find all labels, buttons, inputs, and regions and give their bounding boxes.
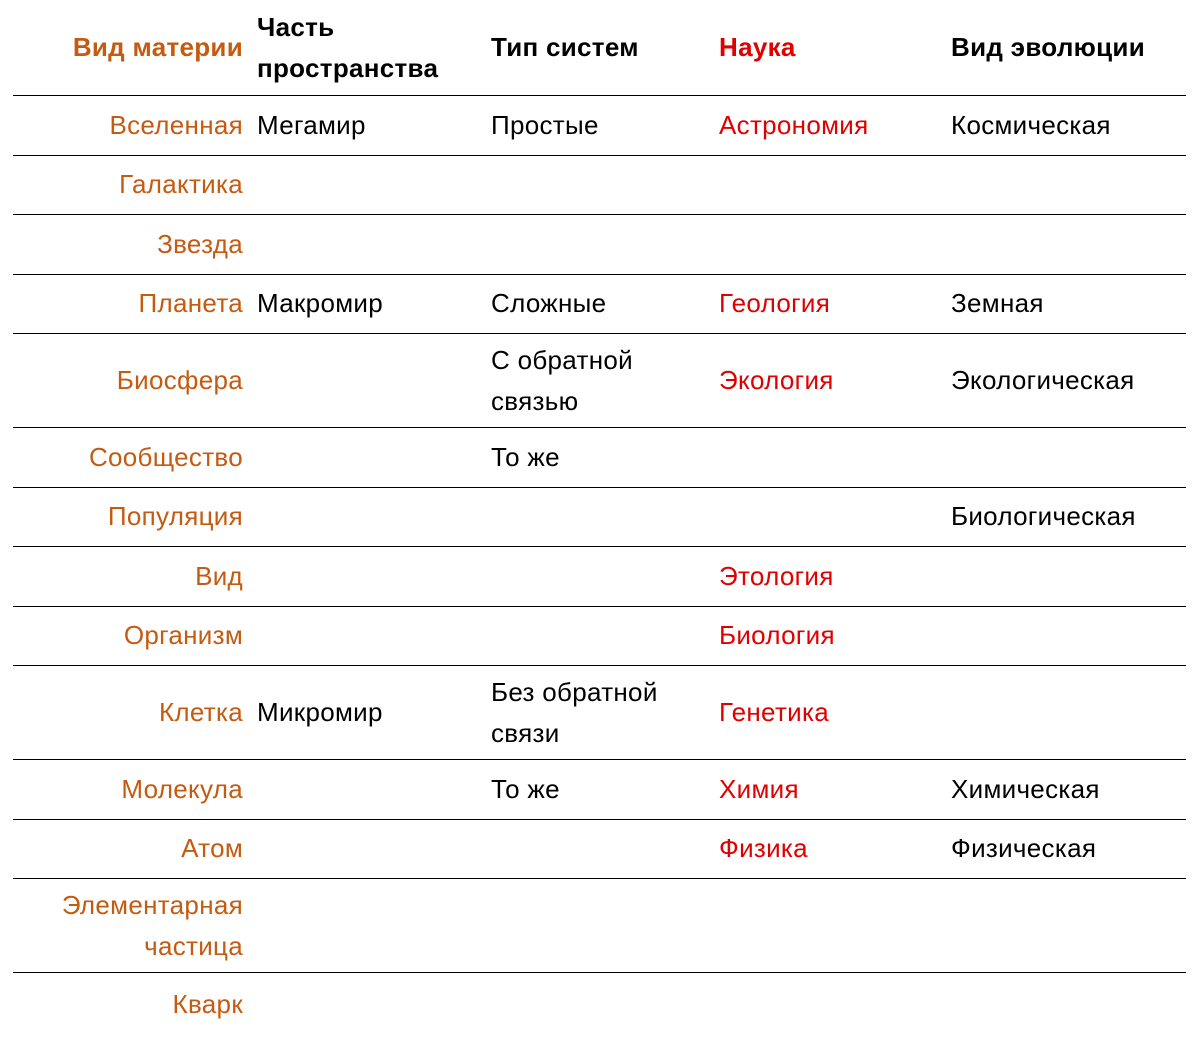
cell-evolution: Химическая [937,760,1186,820]
cell-space [243,879,475,973]
table-row [13,879,1186,973]
cell-matter: Клетка [13,666,243,760]
cell-matter: Атом [13,819,243,879]
cell-system-type: Без обратной связи [475,666,705,760]
table-row [13,155,1186,215]
cell-space [243,487,475,547]
cell-science [705,973,937,1036]
table-row [13,274,1186,334]
cell-system-type: То же [475,428,705,488]
cell-matter: Биосфера [13,334,243,428]
cell-evolution [937,215,1186,275]
cell-matter: Кварк [172,988,243,1019]
cell-science: Экология [705,334,937,428]
cell-evolution [937,155,1186,215]
cell-evolution: Космическая [937,96,1186,156]
cell-space [243,215,475,275]
cell-evolution [937,879,1186,973]
cell-science: Этология [705,547,937,607]
cell-system-type [475,606,705,666]
cell-evolution [937,547,1186,607]
header-space: Часть пространства [243,0,475,96]
table-row [13,334,1186,428]
cell-system-type [475,487,705,547]
cell-system-type: Простые [475,96,705,156]
cell-matter: Организм [13,606,243,666]
table-row [13,487,1186,547]
matter-levels-table-container [13,0,1186,1035]
cell-science: Физика [705,819,937,879]
cell-matter: Галактика [13,155,243,215]
cell-space: Микромир [243,666,475,760]
cell-matter: Вселенная [13,96,243,156]
cell-science [705,155,937,215]
cell-matter: Вид [13,547,243,607]
cell-science: Биология [705,606,937,666]
cell-science: Геология [705,274,937,334]
table-row [13,973,1186,1036]
cell-system-type [475,879,705,973]
table-row [13,819,1186,879]
cell-matter: Планета [13,274,243,334]
table-row [13,666,1186,760]
cell-evolution [937,973,1186,1036]
table-row [13,760,1186,820]
cell-matter: Сообщество [13,428,243,488]
cell-science [705,428,937,488]
table-row [13,547,1186,607]
cell-system-type [475,819,705,879]
matter-levels-table [13,0,1186,1035]
cell-system-type: С обратной связью [475,334,705,428]
table-row [13,428,1186,488]
table-row [13,215,1186,275]
cell-science: Химия [705,760,937,820]
cell-evolution: Экологическая [937,334,1186,428]
cell-science: Генетика [705,666,937,760]
cell-space [243,547,475,607]
cell-system-type [475,973,705,1036]
cell-space: Макромир [243,274,475,334]
cell-space [243,334,475,428]
header-system-type: Тип систем [475,0,705,96]
cell-system-type [475,155,705,215]
cell-system-type: Сложные [475,274,705,334]
cell-science [705,215,937,275]
header-evolution: Вид эволюции [937,0,1186,96]
header-science: Наука [705,0,937,96]
cell-system-type: То же [475,760,705,820]
cell-matter: Звезда [13,215,243,275]
cell-evolution [937,606,1186,666]
cell-matter: Элементарная частица [13,879,243,973]
cell-science [705,487,937,547]
cell-system-type [475,215,705,275]
cell-space [243,973,475,1036]
cell-evolution: Биологическая [937,487,1186,547]
cell-evolution [937,666,1186,760]
cell-system-type [475,547,705,607]
cell-space: Мегамир [243,96,475,156]
cell-matter: Молекула [13,760,243,820]
cell-space [243,760,475,820]
table-row [13,96,1186,156]
table-row [13,606,1186,666]
header-row [13,0,1186,96]
cell-matter: Популяция [13,487,243,547]
header-matter: Вид материи [13,0,243,96]
cell-science [705,879,937,973]
cell-evolution: Физическая [937,819,1186,879]
cell-evolution: Земная [937,274,1186,334]
cell-space [243,819,475,879]
cell-evolution [937,428,1186,488]
cell-space [243,428,475,488]
cell-space [243,155,475,215]
cell-science: Астрономия [705,96,937,156]
cell-space [243,606,475,666]
